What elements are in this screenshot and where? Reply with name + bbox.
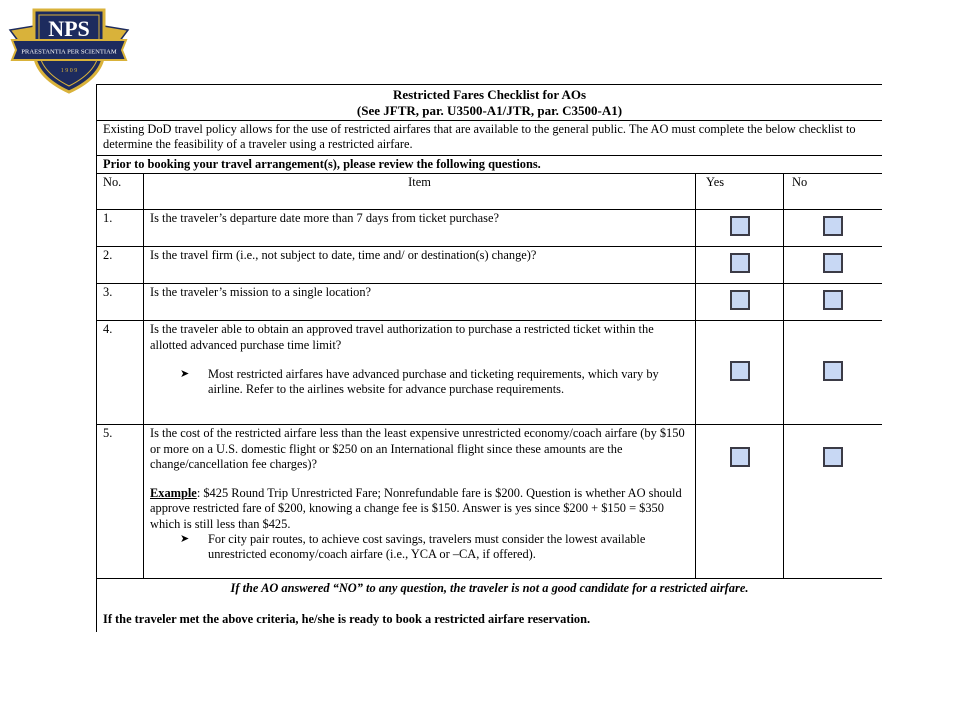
header-row: [97, 174, 883, 210]
table-row: [97, 425, 883, 579]
header-item: Item: [144, 174, 696, 210]
row-question: Is the traveler’s mission to a single location?: [144, 284, 696, 321]
title-row: [97, 85, 883, 121]
footer-warning: If the AO answered “NO” to any question, the traveler is not a good candidate for a restricted airfare.: [230, 581, 749, 596]
yes-cell: [696, 321, 784, 425]
row-number: 5.: [97, 425, 144, 579]
intro-text: Existing DoD travel policy allows for the use of restricted airfares that are available to the general public. The AO must complete the below checklist to determine the feasibility of a traveler using a restricted airfare.: [97, 121, 883, 156]
row-question: Is the travel firm (i.e., not subject to date, time and/ or destination(s) change)?: [144, 247, 696, 284]
logo-text: NPS: [48, 16, 90, 41]
yes-checkbox[interactable]: [730, 253, 750, 273]
table-row: [97, 321, 883, 425]
header-no: No.: [97, 174, 144, 210]
example-label: Example: [150, 486, 197, 501]
bullet-point: [180, 532, 689, 563]
yes-cell: [696, 284, 784, 321]
no-checkbox[interactable]: [823, 361, 843, 381]
footer-row: [97, 579, 883, 632]
no-cell: [784, 321, 883, 425]
bullet-text: Most restricted airfares have advanced purchase and ticketing requirements, which vary by airline. Refer to the airlines website for advance purchase requirements.: [208, 366, 659, 397]
bullet-text: For city pair routes, to achieve cost savings, travelers must consider the lowest available unrestricted economy/coach airfare (i.e., YCA or –CA, if offered).: [208, 532, 646, 562]
yes-checkbox[interactable]: [730, 361, 750, 381]
no-cell: [784, 284, 883, 321]
no-cell: [784, 425, 883, 579]
yes-cell: [696, 247, 784, 284]
instruction-text: Prior to booking your travel arrangement(s), please review the following questions.: [97, 156, 883, 174]
row-number: 4.: [97, 321, 144, 425]
row-question: Is the traveler able to obtain an approved travel authorization to purchase a restricted ticket within the allotted advanced purchase time limit?: [150, 322, 654, 352]
header-yes: Yes: [696, 174, 784, 210]
logo-motto: PRAESTANTIA PER SCIENTIAM: [21, 48, 117, 56]
no-checkbox[interactable]: [823, 447, 843, 467]
table-row: [97, 284, 883, 321]
yes-checkbox[interactable]: [730, 290, 750, 310]
yes-checkbox[interactable]: [730, 216, 750, 236]
title-line-2: (See JFTR, par. U3500-A1/JTR, par. C3500-A1): [356, 103, 623, 118]
checklist-title: [97, 85, 883, 121]
logo-year: 1 9 0 9: [60, 68, 78, 74]
no-checkbox[interactable]: [823, 290, 843, 310]
yes-checkbox[interactable]: [730, 447, 750, 467]
row-question-cell: [144, 425, 696, 579]
example-paragraph: [150, 486, 689, 532]
example-text: : $425 Round Trip Unrestricted Fare; Nonrefundable fare is $200. Question is whether AO should approve restricted fare of $200, knowing a change fee is $150. Answer is yes since $200 + $150 = $350 which is still less than $425.: [150, 486, 682, 531]
row-number: 1.: [97, 210, 144, 247]
no-checkbox[interactable]: [823, 253, 843, 273]
no-cell: [784, 247, 883, 284]
row-question: Is the traveler’s departure date more than 7 days from ticket purchase?: [144, 210, 696, 247]
title-line-1: Restricted Fares Checklist for AOs: [392, 87, 587, 102]
arrow-bullet-icon: ➤: [180, 367, 190, 380]
nps-logo: [8, 6, 130, 96]
footer-cell: [97, 579, 883, 632]
arrow-bullet-icon: ➤: [180, 533, 190, 546]
intro-row: [97, 121, 883, 156]
header-no-col: No: [784, 174, 883, 210]
row-question: Is the cost of the restricted airfare less than the least expensive unrestricted economy/coach airfare (by $150 or more on a U.S. domestic flight or $250 on an International flight since these amounts are the change/cancellation fee charges)?: [150, 426, 685, 471]
footer-ready: If the traveler met the above criteria, he/she is ready to book a restricted airfare reservation.: [103, 611, 591, 626]
yes-cell: [696, 210, 784, 247]
yes-cell: [696, 425, 784, 579]
row-number: 2.: [97, 247, 144, 284]
no-checkbox[interactable]: [823, 216, 843, 236]
table-row: [97, 247, 883, 284]
row-question-cell: [144, 321, 696, 425]
row-number: 3.: [97, 284, 144, 321]
table-row: [97, 210, 883, 247]
no-cell: [784, 210, 883, 247]
checklist-document: [96, 84, 882, 632]
bullet-point: [180, 367, 689, 398]
checklist-table: [96, 84, 882, 632]
instruction-row: [97, 156, 883, 174]
